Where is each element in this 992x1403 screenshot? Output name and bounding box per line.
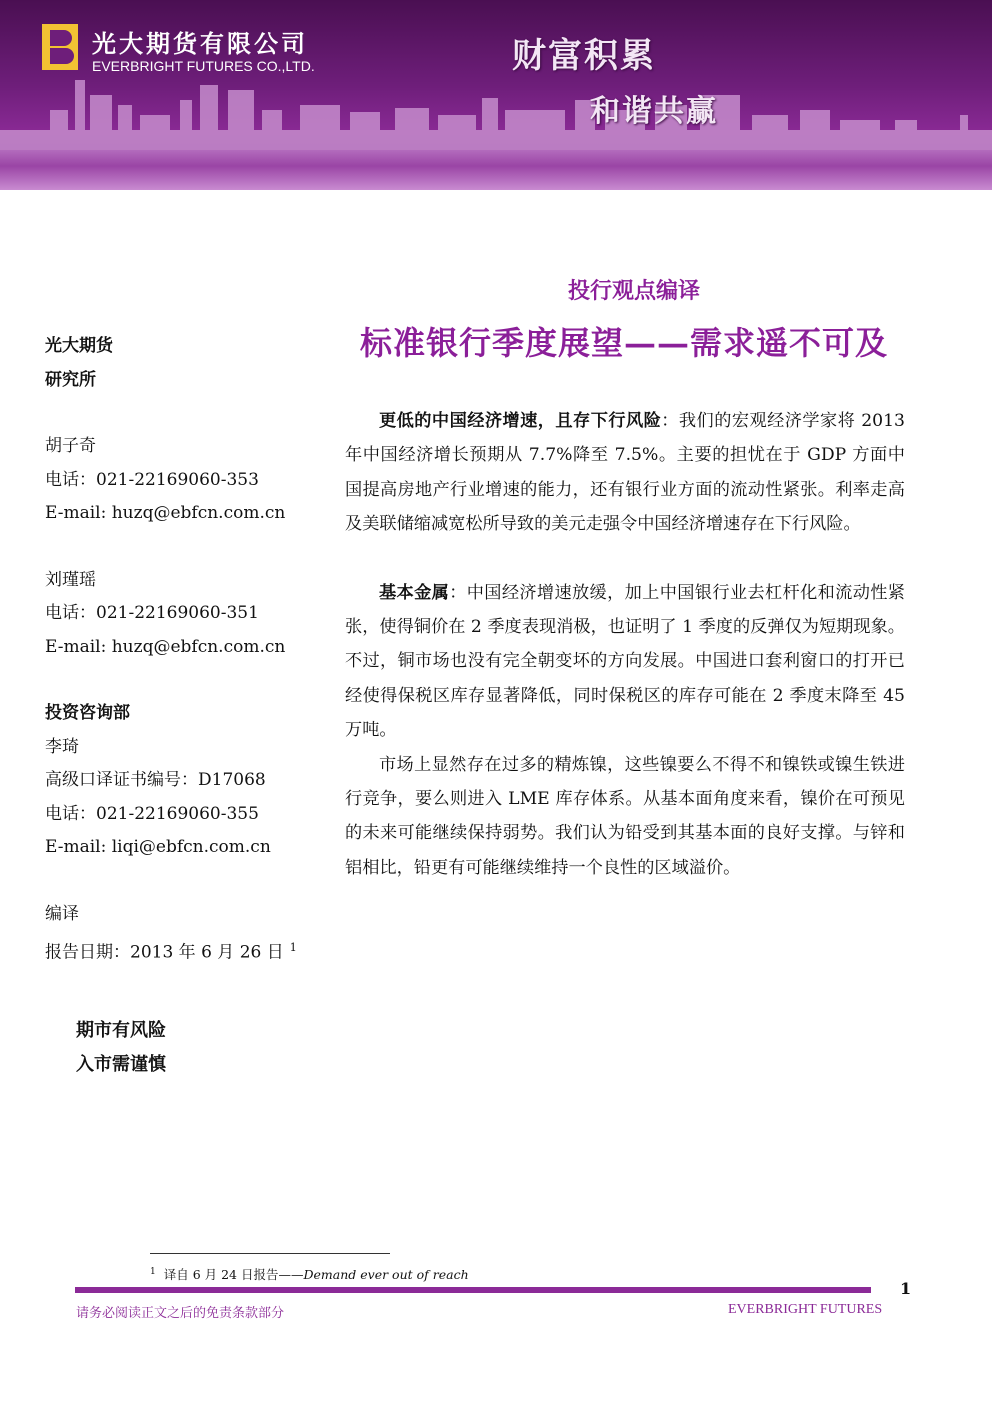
company-name-en: EVERBRIGHT FUTURES CO.,LTD. — [92, 58, 315, 74]
paragraph-nickel-lead: 市场上显然存在过多的精炼镍，这些镍要么不得不和镍铁或镍生铁进行竞争，要么则进入 LME 库存体系。从基本面角度来看，镍价在可预见的未来可能继续保持弱势。我们认为铅受到其基本面的良好支撑。与锌和铝相比，铅更有可能继续维持一个良性的区域溢价。 — [345, 754, 905, 878]
contact-name: 刘瑾瑶 — [45, 569, 96, 590]
page-number: 1 — [900, 1279, 912, 1298]
contact-phone: 电话：021-22169060-355 — [45, 803, 259, 824]
slogan-line-2: 和谐共赢 — [590, 94, 718, 129]
contact-phone: 电话：021-22169060-351 — [45, 603, 259, 623]
org-dept: 研究所 — [45, 369, 96, 390]
report-date: 报告日期：2013 年 6 月 26 日 $^1$ — [45, 941, 297, 963]
report-title: 标准银行季度展望——需求遥不可及 — [360, 324, 889, 362]
translate-label: 编译 — [45, 903, 79, 924]
slogan-line-1: 财富积累 — [512, 36, 656, 76]
footnote: $^1$ 译自 6 月 24 日报告——Demand ever out of reach — [150, 1266, 469, 1282]
footer-brand: EVERBRIGHT FUTURES — [728, 1302, 883, 1317]
footnote-divider — [150, 1253, 390, 1254]
disclaimer-text[interactable]: 请务必阅读正文之后的免责条款部分 — [76, 1306, 285, 1321]
header-banner — [0, 0, 992, 190]
contact-email: E-mail: liqi@ebfcn.com.cn — [45, 837, 271, 857]
footnote-ref[interactable]: 1 — [289, 941, 297, 954]
risk-warning: 期市有风险 入市需谨慎 — [76, 1020, 166, 1075]
report-kicker: 投行观点编译 — [568, 278, 701, 304]
city-skyline-image — [0, 60, 992, 160]
org-name: 光大期货 — [45, 336, 113, 356]
footer-divider — [75, 1287, 871, 1293]
contact-email: E-mail: huzq@ebfcn.com.cn — [45, 503, 286, 523]
everbright-logo-icon — [42, 24, 78, 70]
paragraph-economy: 更低的中国经济增速，且存下行风险：我们的宏观经济学家将 2013 年中国经济增长预期从 7.7%降至 7.5%。主要的担忧在于 GDP 方面中国提高房地产行业增速的能力，还有银行业方面的流动性紧张。利率走高及美联储缩减宽松所导致的美元走强令中国经济增速存在下行风险。 — [345, 411, 905, 535]
company-name-cn: 光大期货有限公司 — [92, 30, 308, 58]
contact-name: 李琦 — [45, 736, 79, 757]
dept-name: 投资咨询部 — [45, 703, 130, 723]
paragraph-base-metals: 基本金属：中国经济增速放缓，加上中国银行业去杠杆化和流动性紧张，使得铜价在 2 季度表现消极，也证明了 1 季度的反弹仅为短期现象。不过，铜市场也没有完全朝变坏的方向发展。中国进口套利窗口的打开已经使得保税区库存显著降低，同时保税区的库存可能在 2 季度末降至 45 万吨。 — [345, 582, 905, 741]
main-content — [345, 404, 905, 885]
contact-email: E-mail: huzq@ebfcn.com.cn — [45, 636, 286, 657]
contact-cert: 高级口译证书编号：D17068 — [45, 770, 266, 790]
sidebar-contacts — [45, 330, 325, 970]
contact-name: 胡子奇 — [45, 436, 96, 456]
contact-phone: 电话：021-22169060-353 — [45, 469, 259, 490]
